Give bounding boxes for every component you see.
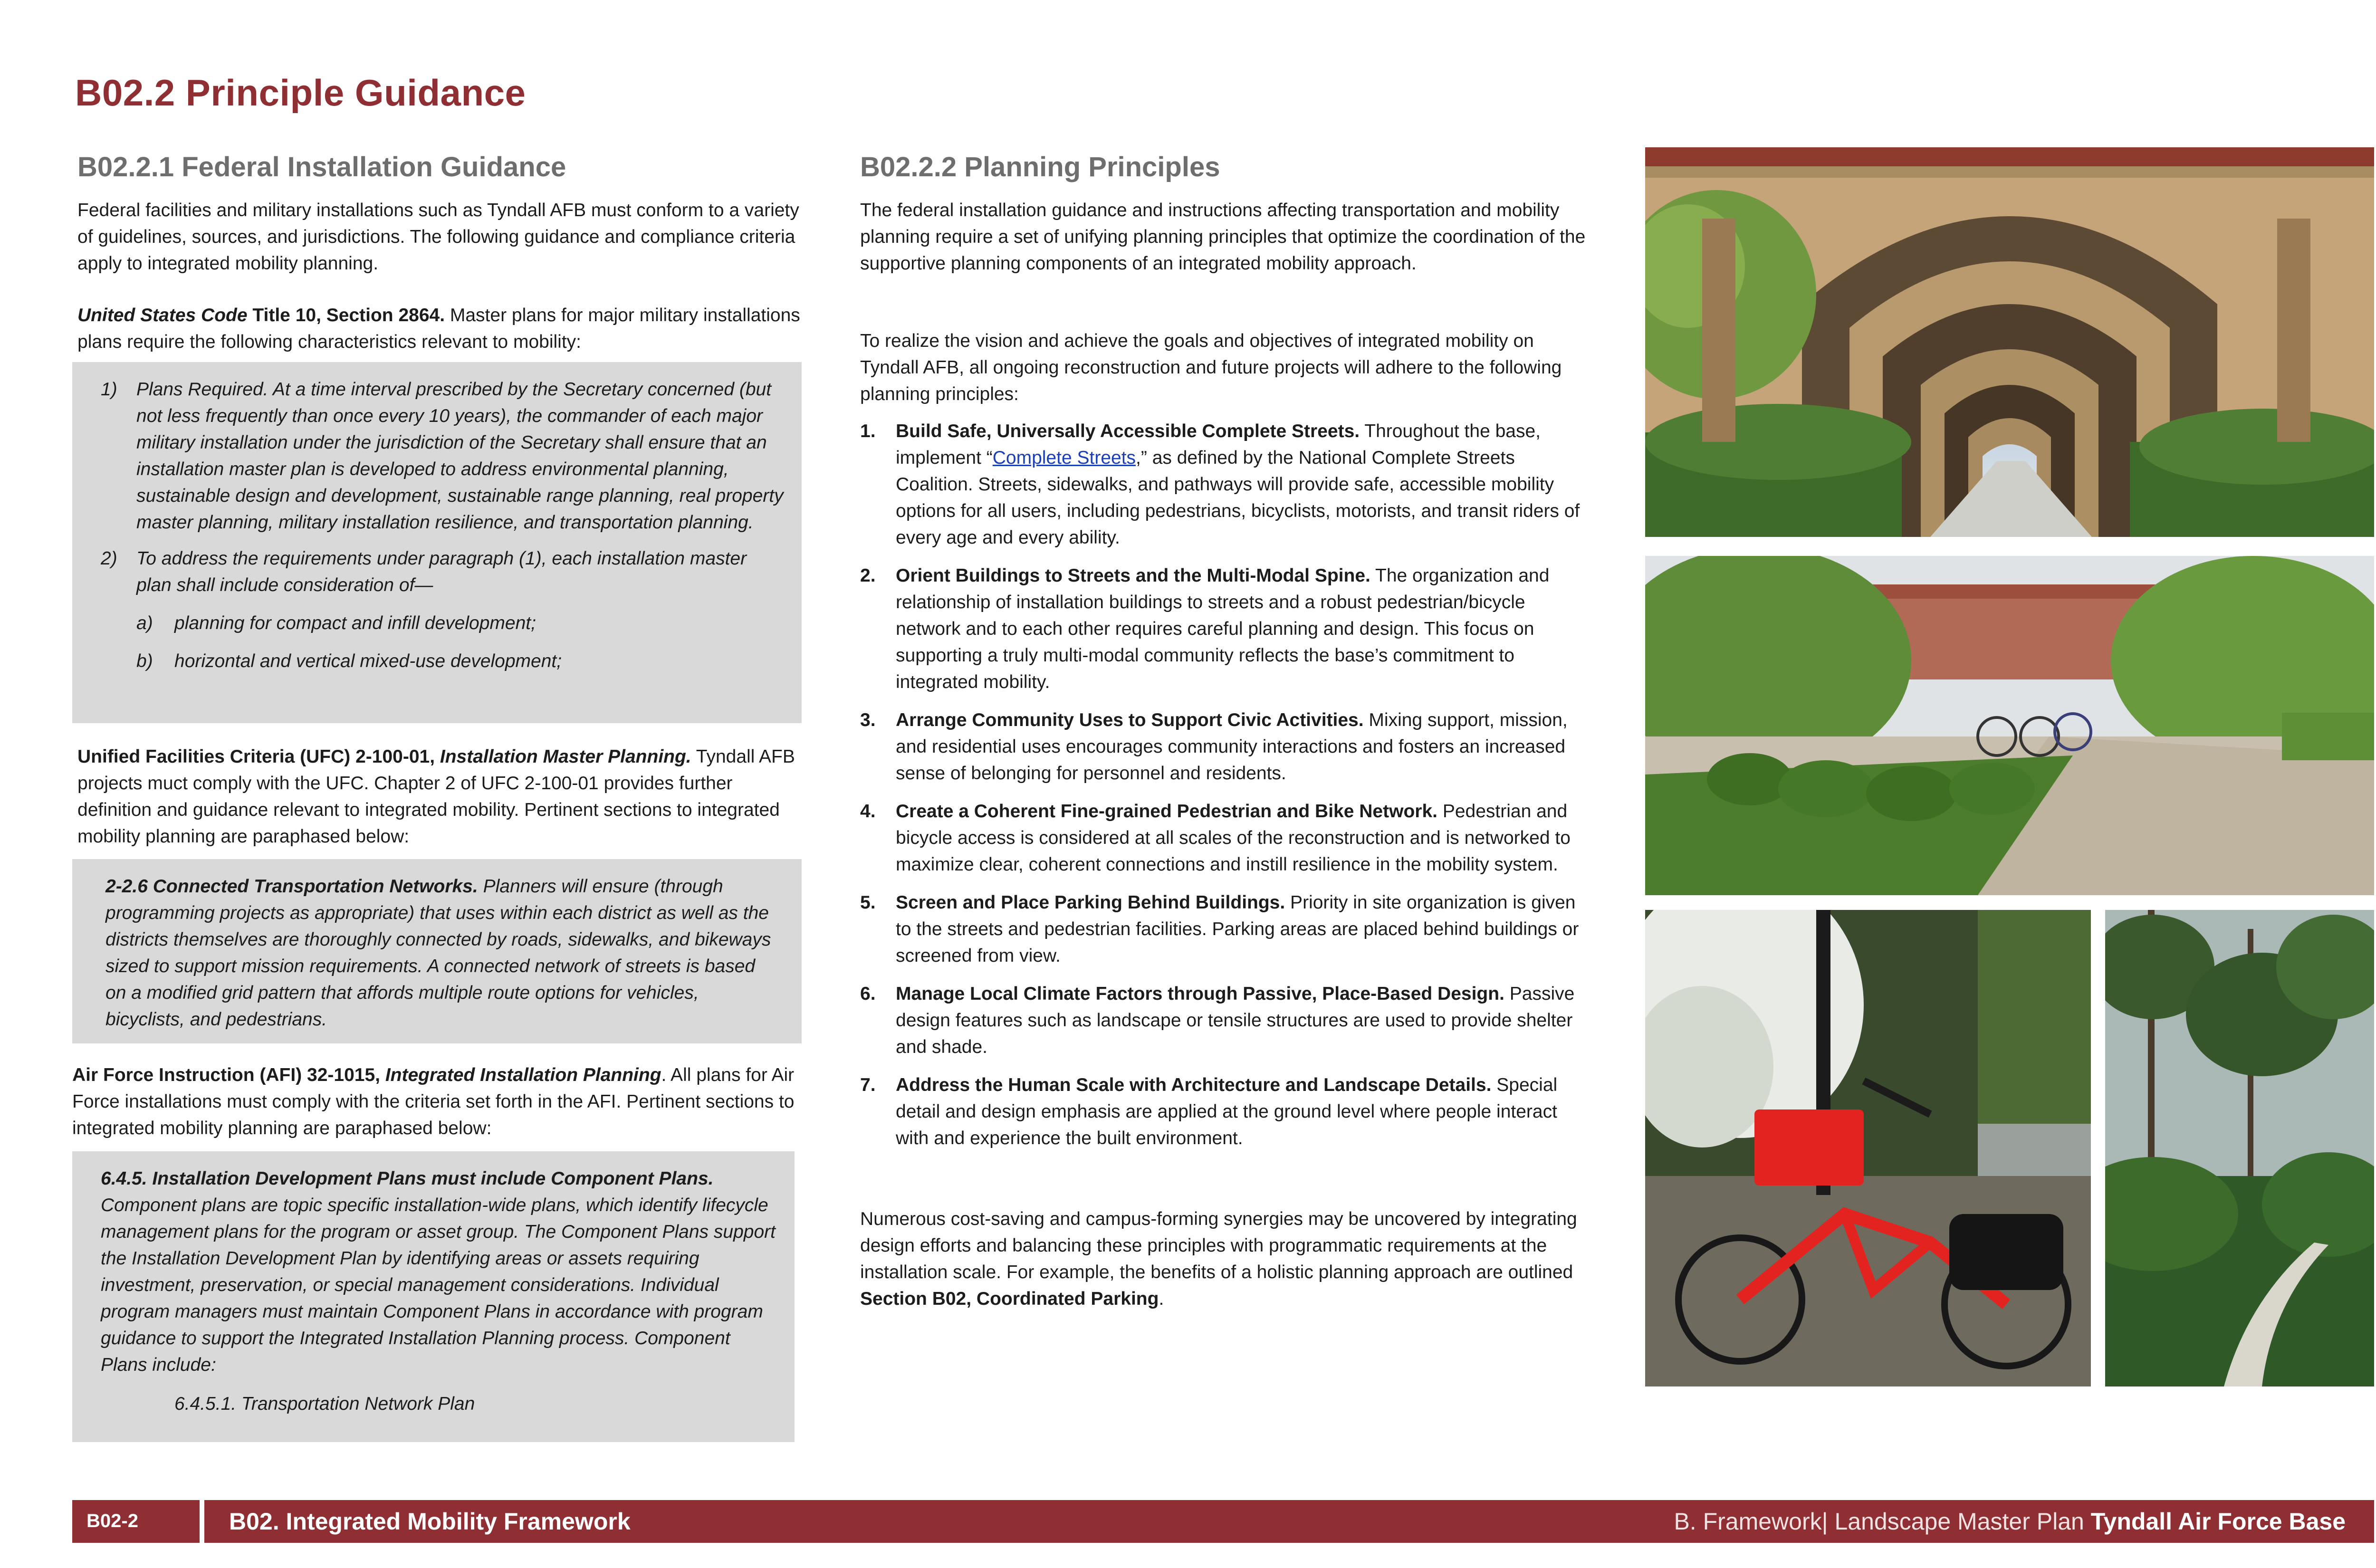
usc-paragraph [77, 302, 809, 355]
usc-quote-box [72, 362, 802, 723]
ufc-box-text: Planners will ensure (through programming projects as appropriate) that uses within each district as well as the districts themselves are thoroughly connected by roads, sidewalks, and bikeways sized to support mission requirements. A connected network of streets is based on a modified grid pattern that affords multiple route options for vehicles, bicyclists, and pedestrians. [105, 876, 771, 1030]
afi-title-bold: Air Force Instruction (AFI) 32-1015, [72, 1065, 385, 1085]
afi-box-text: Component plans are topic specific installation-wide plans, which identify lifecycle management plans for the program or asset group. The Component Plans support the Installation Development Plan by identifying areas or assets requiring investment, preservation, or special management considerations. Individual program managers must maintain Component Plans in accordance with program guidance to support the Integrated Installation Planning process. Component Plans include: [101, 1195, 776, 1375]
afi-text: . All plans for Air Force installations must comply with the criteria set forth in the AFI. Pertinent sections to integrated mobility planning are paraphased below: [72, 1065, 795, 1138]
arcade-photo-image [1645, 147, 2374, 537]
usc-item-2: 2) To address the requirements under paragraph (1), each installation master plan shall include consideration of— [101, 548, 747, 595]
ufc-text: Tyndall AFB projects muct comply with the UFC. Chapter 2 of UFC 2-100-01 provides further definition and guidance relevant to integrated mobility. Pertinent sections to integrated mobility planning are paraphased below: [77, 746, 795, 847]
principles-list [860, 418, 1592, 1163]
usc-subitem-a: a) planning for compact and infill development; [136, 613, 536, 633]
usc-text: Master plans for major military installations plans require the following characteristics relevant to mobility: [77, 305, 800, 352]
afi-quote-box [72, 1151, 795, 1442]
usc-subitem-b: b) horizontal and vertical mixed-use development; [136, 651, 562, 671]
page-title: B02.2 Principle Guidance [75, 72, 526, 114]
principle-item: 1. Build Safe, Universally Accessible Complete Streets. Throughout the base, implement “Complete Streets,” as defined by the National Complete Streets Coalition. Streets, sidewalks, and pathways will provide safe, accessible mobility options for all users, including pedestrians, bicyclists, motorists, and transit riders of every age and every ability. [860, 421, 1580, 548]
red-bike-photo-image [1645, 910, 2091, 1386]
ufc-title-bold-italic: Installation Master Planning. [440, 746, 691, 767]
campus-path-photo [1645, 556, 2374, 895]
campus-path-photo-image [1645, 556, 2374, 895]
arcade-photo [1645, 147, 2374, 537]
intro-paragraph: Federal facilities and military installations such as Tyndall AFB must conform to a variety of guidelines, sources, and jurisdictions. The following guidance and compliance criteria apply to integrated mobility planning. [77, 200, 799, 274]
footer-bar [72, 1500, 2374, 1543]
principle-item: 4. Create a Coherent Fine-grained Pedestrian and Bike Network. Pedestrian and bicycle access is considered at all scales of the reconstruction and is networked to maximize clear, coherent connections and instill resilience in the mobility system. [860, 801, 1571, 875]
footer-document-title: B. Framework| Landscape Master Plan Tyndall Air Force Base [1674, 1508, 2346, 1535]
pine-path-photo-image [2105, 910, 2374, 1386]
afi-title-bold-italic: Integrated Installation Planning [385, 1065, 661, 1085]
footer-divider [200, 1500, 204, 1543]
afi-paragraph [72, 1062, 804, 1142]
afi-box-title: 6.4.5. Installation Development Plans must include Component Plans. [101, 1168, 714, 1189]
ufc-paragraph [77, 744, 805, 850]
usc-item-1: 1) Plans Required. At a time interval prescribed by the Secretary concerned (but not less frequently than once every 10 years), the commander of each major military installation under the jurisdiction of the Secretary shall ensure that an installation master plan is developed to address environmental planning, sustainable design and development, sustainable range planning, real property master planning, military installation resilience, and transportation planning. [101, 379, 784, 533]
complete-streets-link[interactable]: Complete Streets [992, 448, 1136, 468]
pine-path-photo [2105, 910, 2374, 1386]
footer-chapter-title: B02. Integrated Mobility Framework [229, 1508, 631, 1535]
principle-item: 2. Orient Buildings to Streets and the Multi-Modal Spine. The organization and relationship of installation buildings to streets and a robust pedestrian/bicycle network and to each other requires careful planning and design. This focus on supporting a truly multi-modal community reflects the base’s commitment to integrated mobility. [860, 565, 1550, 692]
coordinated-parking-ref: Section B02, Coordinated Parking [860, 1289, 1159, 1309]
principle-item: 7. Address the Human Scale with Architecture and Landscape Details. Special detail and design emphasis are applied at the ground level where people interact with and experience the built environment. [860, 1075, 1558, 1148]
page-number: B02-2 [86, 1511, 138, 1531]
usc-title-italic: United States Code [77, 305, 248, 325]
principle-item: 5. Screen and Place Parking Behind Buildings. Priority in site organization is given to the streets and pedestrian facilities. Parking areas are placed behind buildings or screened from view. [860, 892, 1579, 966]
section-heading-principles: B02.2.2 Planning Principles [860, 152, 1220, 182]
red-bike-photo [1645, 910, 2091, 1386]
principle-item: 6. Manage Local Climate Factors through Passive, Place-Based Design. Passive design features such as landscape or tensile structures are used to provide shelter and shade. [860, 984, 1575, 1057]
usc-title-bold: Title 10, Section 2864. [247, 305, 445, 325]
principles-intro-1: The federal installation guidance and instructions affecting transportation and mobility planning require a set of unifying planning principles that optimize the coordination of the supportive planning components of an integrated mobility approach. [860, 200, 1586, 274]
principle-item: 3. Arrange Community Uses to Support Civic Activities. Mixing support, mission, and residential uses encourages community interactions and fosters an increased sense of belonging for personnel and residents. [860, 710, 1568, 784]
principles-intro-2: To realize the vision and achieve the goals and objectives of integrated mobility on Tyndall AFB, all ongoing reconstruction and future projects will adhere to the following planning principles: [860, 331, 1562, 404]
afi-box-subitem: 6.4.5.1. Transportation Network Plan [174, 1394, 475, 1414]
closing-paragraph: Numerous cost-saving and campus-forming synergies may be uncovered by integrating design efforts and balancing these principles with programmatic requirements at the installation scale. For example, the benefits of a holistic planning approach are outlined Section B02, Coordinated Parking. [860, 1209, 1577, 1309]
ufc-title-bold: Unified Facilities Criteria (UFC) 2-100-01, [77, 746, 440, 767]
ufc-box-title: 2-2.6 Connected Transportation Networks. [105, 876, 478, 897]
section-heading-federal: B02.2.1 Federal Installation Guidance [77, 152, 566, 182]
ufc-quote-box [72, 859, 802, 1043]
